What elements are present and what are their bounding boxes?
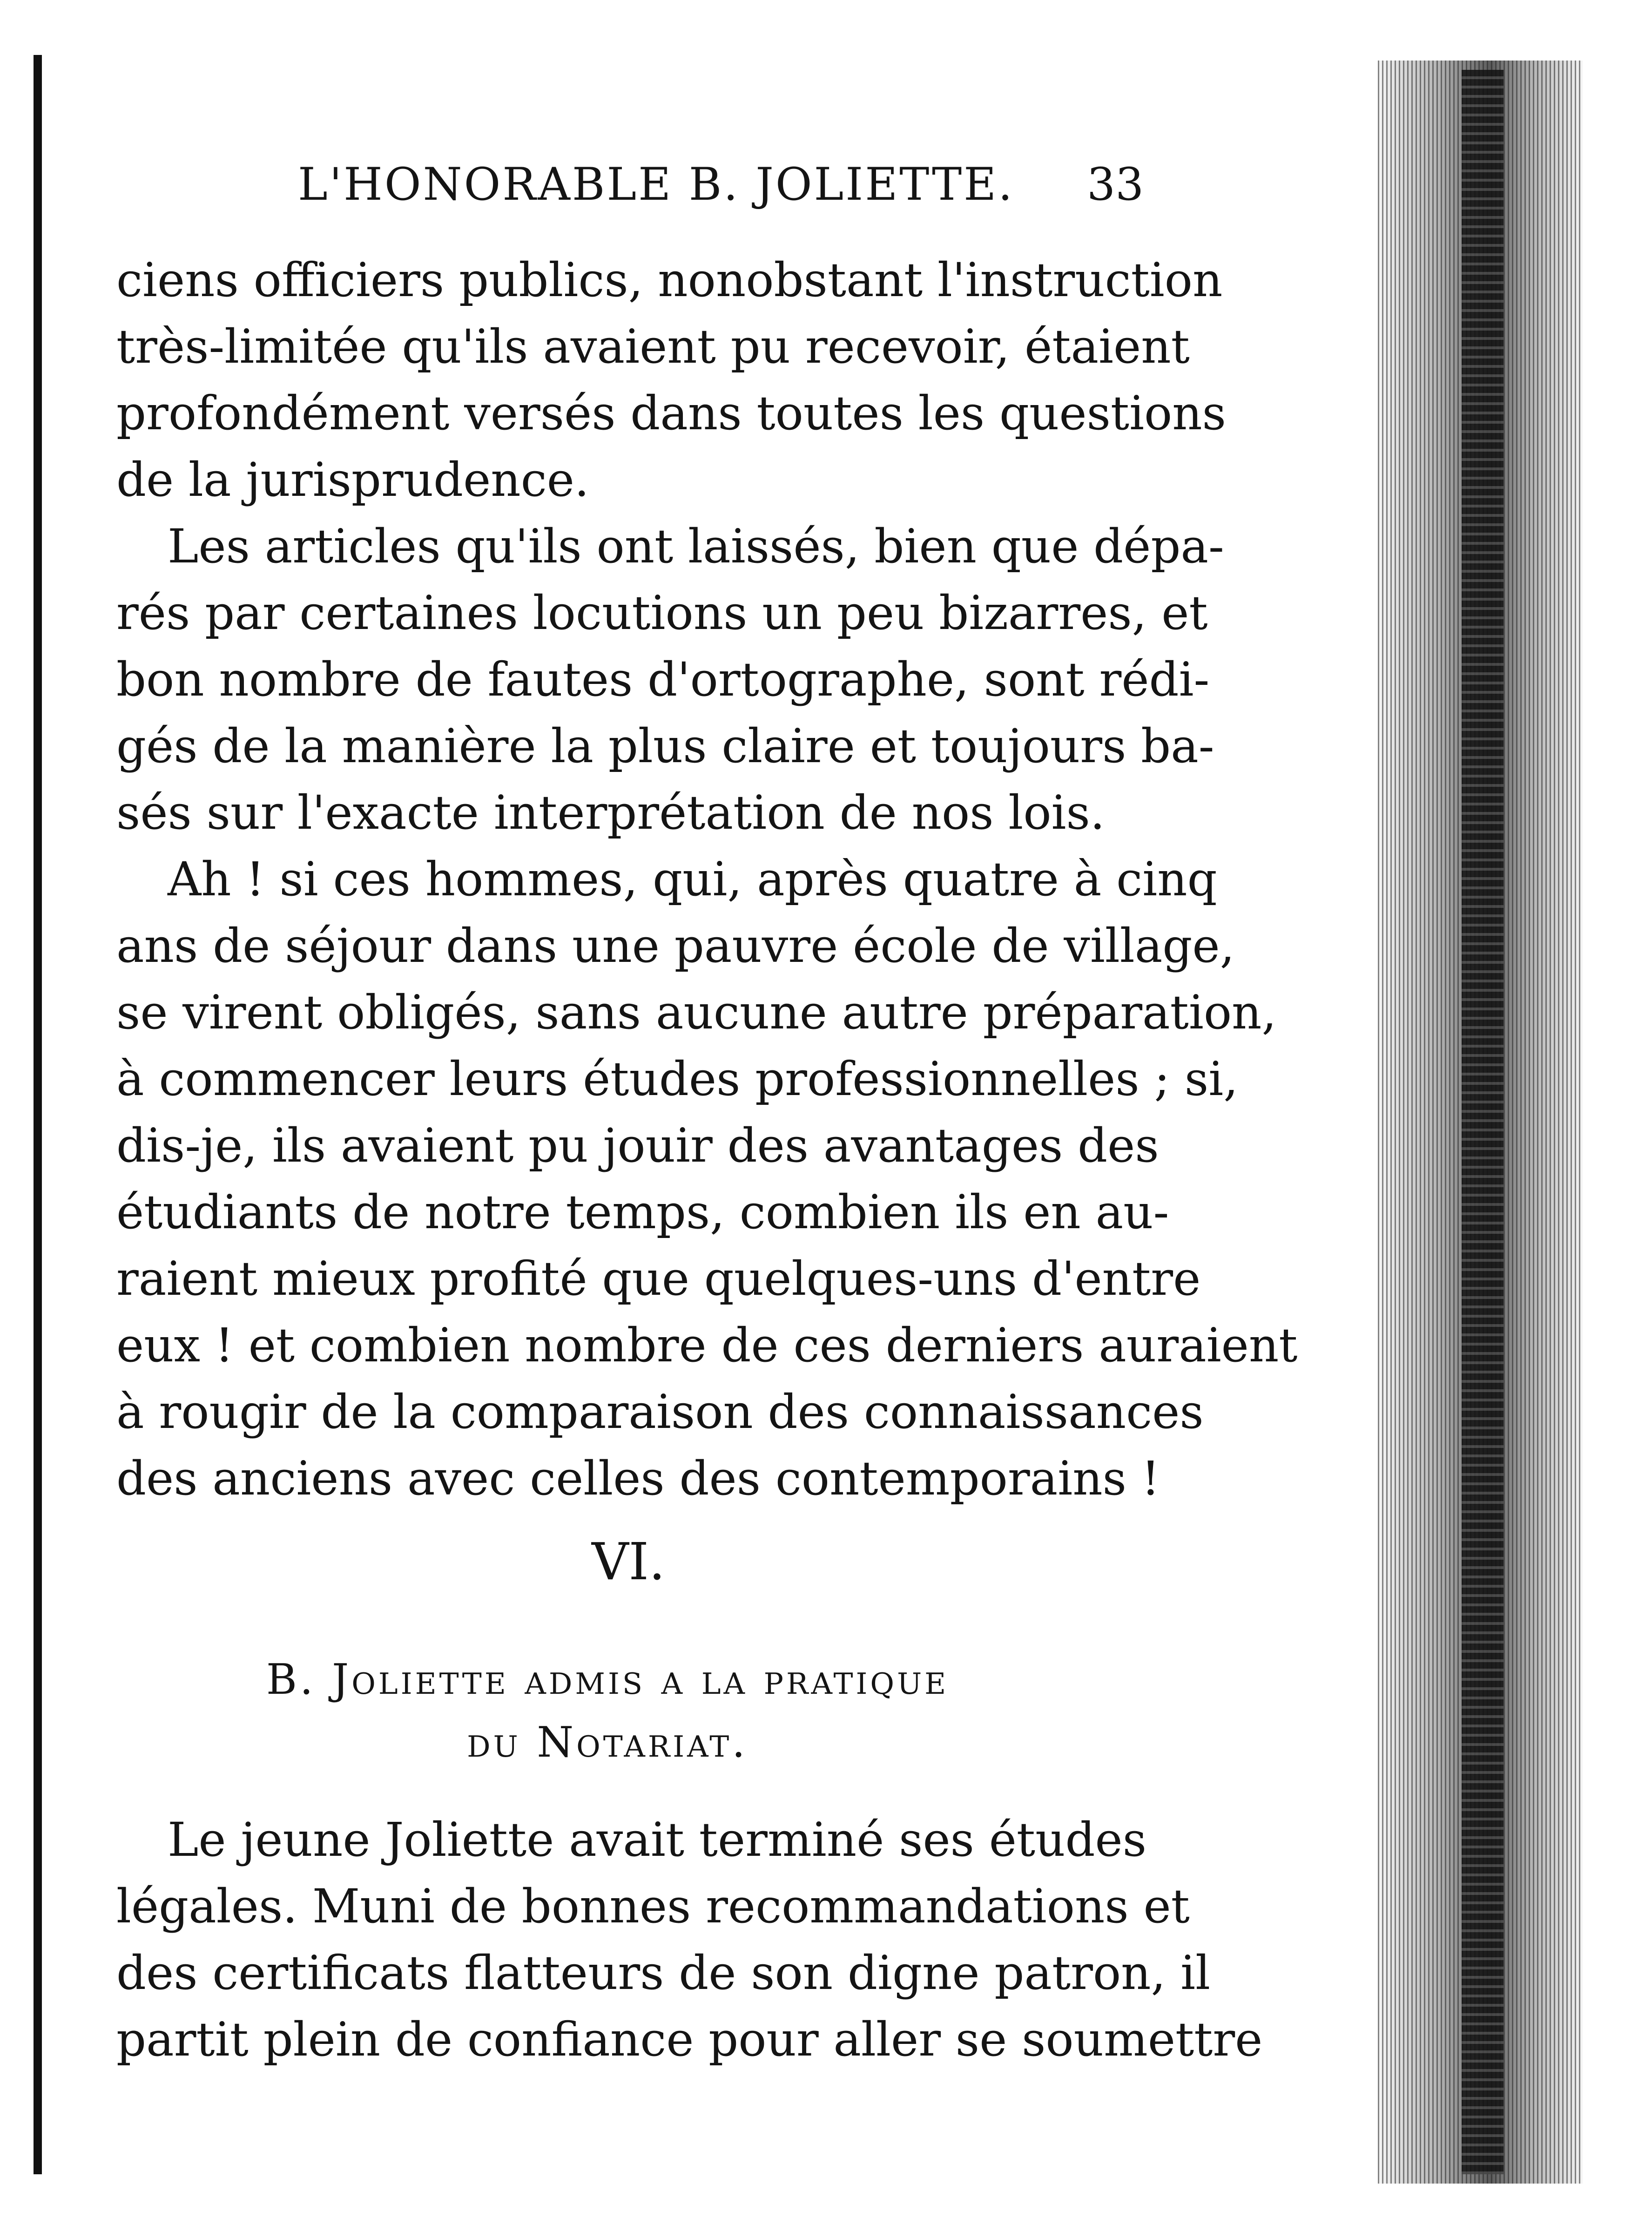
page-number: 33 xyxy=(1087,158,1144,210)
text-line: des anciens avec celles des contemporains ! xyxy=(116,1451,1160,1506)
text-line: rés par certaines locutions un peu bizarres, et xyxy=(116,586,1208,640)
text-line: Le jeune Joliette avait terminé ses études xyxy=(168,1813,1147,1867)
text-line: Les articles qu'ils ont laissés, bien que dépa- xyxy=(168,519,1224,574)
text-line: légales. Muni de bonnes recommandations et xyxy=(116,1879,1190,1934)
paragraph-1 xyxy=(116,247,1226,513)
page-binding-shadow xyxy=(34,55,42,2174)
section-title-line: B. Joliette admis a la pratique xyxy=(266,1655,949,1704)
text-line: profondément versés dans toutes les questions xyxy=(116,386,1226,440)
text-line: se virent obligés, sans aucune autre préparation, xyxy=(116,985,1277,1040)
text-line: des certificats flatteurs de son digne patron, il xyxy=(116,1946,1211,2000)
section-title-line: du Notariat. xyxy=(467,1718,748,1767)
paragraph-4 xyxy=(116,1806,1263,2073)
text-line: gés de la manière la plus claire et toujours ba- xyxy=(116,719,1214,773)
text-line: à commencer leurs études professionnelles ; si, xyxy=(116,1052,1239,1106)
text-line: étudiants de notre temps, combien ils en au- xyxy=(116,1185,1169,1239)
text-line: dis-je, ils avaient pu jouir des avantages des xyxy=(116,1118,1159,1173)
paragraph-2 xyxy=(116,513,1224,846)
text-line: très-limitée qu'ils avaient pu recevoir, étaient xyxy=(116,319,1190,374)
page-edge-dark-strip xyxy=(1462,70,1504,2174)
text-line: bon nombre de fautes d'ortographe, sont rédi- xyxy=(116,652,1210,707)
text-line: à rougir de la comparaison des connaissances xyxy=(116,1385,1204,1439)
text-line: partit plein de confiance pour aller se soumettre xyxy=(116,2012,1263,2067)
running-title: L'HONORABLE B. JOLIETTE. xyxy=(298,158,1014,210)
section-title xyxy=(177,1648,1038,1774)
text-line: eux ! et combien nombre de ces derniers auraient xyxy=(116,1318,1298,1373)
text-line: sés sur l'exacte interprétation de nos lois. xyxy=(116,785,1105,840)
text-line: de la jurisprudence. xyxy=(116,453,589,507)
text-line: ans de séjour dans une pauvre école de village, xyxy=(116,919,1235,973)
text-line: raient mieux profité que quelques-uns d'entre xyxy=(116,1251,1201,1306)
text-line: Ah ! si ces hommes, qui, après quatre à cinq xyxy=(168,852,1217,906)
section-number: VI. xyxy=(592,1532,665,1591)
paragraph-3 xyxy=(116,846,1298,1512)
text-line: ciens officiers publics, nonobstant l'instruction xyxy=(116,253,1223,307)
